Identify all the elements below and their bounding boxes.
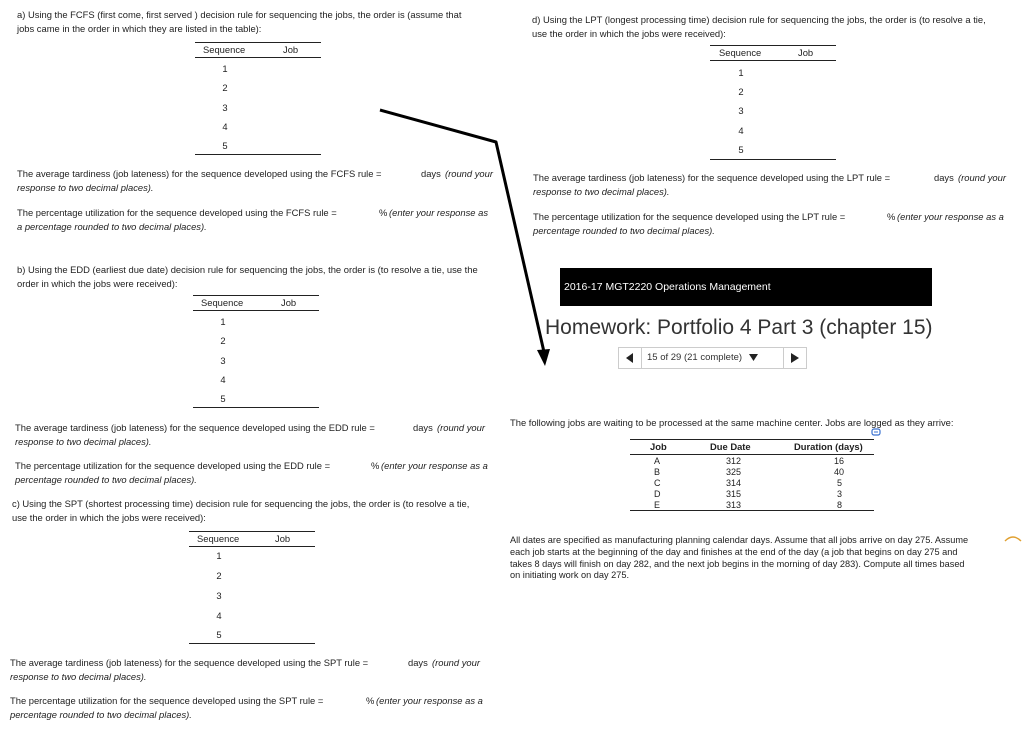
caret-down-icon <box>749 354 758 361</box>
part-b-sequence-table <box>193 295 319 408</box>
job-cell: B <box>654 467 661 477</box>
part-a-tardiness-label: The average tardiness (job lateness) for the sequence developed using the FCFS rule = <box>17 168 382 179</box>
sequence-row: 2 <box>738 86 744 97</box>
part-b-intro-line1: b) Using the EDD (earliest due date) decision rule for sequencing the jobs, the order is (to resolve a tie, use the <box>17 264 478 275</box>
part-a-intro-line2: jobs came in the order in which they are listed in the table): <box>17 22 262 34</box>
job-cell: E <box>654 500 661 510</box>
sequence-row: 3 <box>220 355 226 366</box>
part-c-tardiness-hint: (round your <box>432 657 480 668</box>
part-d-intro-line2: use the order in which the jobs were received): <box>532 27 726 39</box>
part-c-util-hint: (enter your response as a <box>376 695 483 706</box>
part-b-tardiness-hint: (round your <box>437 422 485 433</box>
sequence-row: 5 <box>738 144 744 155</box>
part-b-tardiness-unit: days <box>413 422 433 433</box>
partial-edge-icon <box>1004 532 1022 546</box>
part-c-utilization <box>10 694 490 721</box>
part-c-intro <box>12 497 469 524</box>
triangle-left-icon <box>626 353 634 363</box>
part-a-tardiness-unit: days <box>421 168 441 179</box>
part-b-util-unit: % <box>371 460 380 471</box>
job-column-header: Job <box>275 533 291 544</box>
problem-note-line4: on initiating work on day 275. <box>510 570 630 581</box>
question-selector-dropdown[interactable] <box>647 352 758 363</box>
part-a-tardiness-hint: (round your <box>445 168 493 179</box>
sequence-column-header: Sequence <box>201 297 244 308</box>
sequence-row: 2 <box>220 335 226 346</box>
table-row <box>630 477 874 488</box>
due-date-cell: 314 <box>726 478 742 488</box>
part-b-tardiness <box>15 421 495 448</box>
part-a-utilization <box>17 206 497 233</box>
problem-note-line2: each job starts at the beginning of the day and finishes at the end of the day (a job that begins on day 275 and <box>510 546 958 557</box>
job-cell: D <box>654 489 661 499</box>
part-a-tardiness-hint-cont: response to two decimal places). <box>17 181 154 193</box>
question-pager <box>618 347 807 369</box>
part-a-util-hint: (enter your response as <box>389 207 489 218</box>
part-a-intro-line1: a) Using the FCFS (first come, first served ) decision rule for sequencing the jobs, the order is (assume that <box>17 9 462 20</box>
duration-cell: 40 <box>834 467 845 477</box>
duration-cell: 5 <box>837 478 843 488</box>
previous-question-button[interactable] <box>619 348 642 368</box>
part-d-util-hint: (enter your response as a <box>897 211 1004 222</box>
part-c-tardiness-label: The average tardiness (job lateness) for the sequence developed using the SPT rule = <box>10 657 369 668</box>
sequence-row: 1 <box>220 316 226 327</box>
sequence-row: 1 <box>216 550 222 561</box>
part-b-intro-line2: order in which the jobs were received): <box>17 277 178 289</box>
part-c-tardiness-unit: days <box>408 657 428 668</box>
part-a-util-unit: % <box>379 207 388 218</box>
part-d-tardiness <box>533 171 1021 198</box>
part-d-intro-line1: d) Using the LPT (longest processing time) decision rule for sequencing the jobs, the order is (to resolve a tie, <box>532 14 986 25</box>
part-a-util-label: The percentage utilization for the sequence developed using the FCFS rule = <box>17 207 337 218</box>
part-d-util-hint-cont: percentage rounded to two decimal places). <box>533 224 715 236</box>
part-a-util-hint-cont: a percentage rounded to two decimal places). <box>17 220 207 232</box>
sequence-row: 1 <box>222 63 228 74</box>
job-column-header: Job <box>798 47 814 58</box>
sequence-column-header: Sequence <box>719 47 762 58</box>
job-column-header: Job <box>283 44 299 55</box>
part-d-tardiness-hint-cont: response to two decimal places). <box>533 185 670 197</box>
table-row <box>630 488 874 499</box>
part-c-intro-line1: c) Using the SPT (shortest processing time) decision rule for sequencing the jobs, the order is (to resolve a tie, <box>12 498 470 509</box>
sequence-row: 2 <box>216 570 222 581</box>
part-d-tardiness-label: The average tardiness (job lateness) for the sequence developed using the LPT rule = <box>533 172 891 183</box>
due-date-cell: 312 <box>726 456 742 466</box>
part-d-tardiness-hint: (round your <box>958 172 1006 183</box>
part-b-util-hint: (enter your response as a <box>381 460 488 471</box>
sequence-row: 5 <box>222 140 228 151</box>
part-d-sequence-table <box>710 45 836 160</box>
problem-note-line1: All dates are specified as manufacturing planning calendar days. Assume that all jobs arrive on day 275. Assume <box>510 535 969 545</box>
sequence-row: 1 <box>738 67 744 78</box>
sequence-column-header: Sequence <box>203 44 246 55</box>
duration-cell: 3 <box>837 489 843 499</box>
sequence-row: 4 <box>220 374 226 385</box>
job-column-header: Job <box>281 297 297 308</box>
sequence-row: 3 <box>222 102 228 113</box>
table-row <box>630 499 874 510</box>
duration-cell: 16 <box>834 456 845 466</box>
jobs-table <box>630 439 874 511</box>
question-progress: 15 of 29 (21 complete) <box>647 352 743 363</box>
part-a-intro <box>17 8 461 35</box>
job-header: Job <box>650 441 667 452</box>
part-b-tardiness-label: The average tardiness (job lateness) for the sequence developed using the EDD rule = <box>15 422 375 433</box>
part-a-sequence-table <box>195 42 321 155</box>
info-icon[interactable] <box>871 427 881 437</box>
part-d-intro <box>532 13 986 40</box>
part-a-tardiness <box>17 167 497 194</box>
part-b-util-label: The percentage utilization for the sequence developed using the EDD rule = <box>15 460 331 471</box>
table-row <box>630 466 874 477</box>
part-c-util-unit: % <box>366 695 375 706</box>
due-date-cell: 325 <box>726 467 742 477</box>
part-b-util-hint-cont: percentage rounded to two decimal places). <box>15 473 197 485</box>
sequence-column-header: Sequence <box>197 533 240 544</box>
due-date-header: Due Date <box>710 441 751 452</box>
course-name: 2016-17 MGT2220 Operations Management <box>564 281 771 293</box>
part-c-intro-line2: use the order in which the jobs were received): <box>12 511 206 523</box>
job-cell: C <box>654 478 661 488</box>
sequence-row: 5 <box>220 393 226 404</box>
part-c-util-label: The percentage utilization for the sequence developed using the SPT rule = <box>10 695 324 706</box>
part-b-intro <box>17 263 478 290</box>
sequence-row: 4 <box>738 125 744 136</box>
due-date-cell: 315 <box>726 489 742 499</box>
course-header-bar <box>560 268 932 306</box>
next-question-button[interactable] <box>783 348 806 368</box>
part-d-util-label: The percentage utilization for the sequence developed using the LPT rule = <box>533 211 846 222</box>
sequence-row: 5 <box>216 629 222 640</box>
table-row <box>630 455 874 466</box>
assignment-title: Homework: Portfolio 4 Part 3 (chapter 15) <box>545 316 933 339</box>
problem-intro: The following jobs are waiting to be processed at the same machine center. Jobs are logged as they arrive: <box>510 417 954 428</box>
due-date-cell: 313 <box>726 500 742 510</box>
part-c-tardiness <box>10 656 490 683</box>
part-b-tardiness-hint-cont: response to two decimal places). <box>15 435 152 447</box>
sequence-row: 3 <box>216 590 222 601</box>
problem-note-line3: takes 8 days will finish on day 282, and the next job begins in the morning of day 283). Compute all times based <box>510 558 965 569</box>
part-c-sequence-table <box>189 531 315 644</box>
triangle-right-icon <box>791 353 799 363</box>
part-d-tardiness-unit: days <box>934 172 954 183</box>
sequence-row: 2 <box>222 82 228 93</box>
sequence-row: 4 <box>222 121 228 132</box>
job-cell: A <box>654 456 661 466</box>
sequence-row: 3 <box>738 105 744 116</box>
duration-header: Duration (days) <box>794 441 863 452</box>
jobs-table-header <box>630 440 874 455</box>
sequence-row: 4 <box>216 610 222 621</box>
problem-note <box>510 535 968 582</box>
part-d-util-unit: % <box>887 211 896 222</box>
duration-cell: 8 <box>837 500 843 510</box>
part-b-utilization <box>15 459 495 486</box>
part-c-tardiness-hint-cont: response to two decimal places). <box>10 670 147 682</box>
part-d-utilization <box>533 210 1021 237</box>
part-c-util-hint-cont: percentage rounded to two decimal places). <box>10 708 192 720</box>
